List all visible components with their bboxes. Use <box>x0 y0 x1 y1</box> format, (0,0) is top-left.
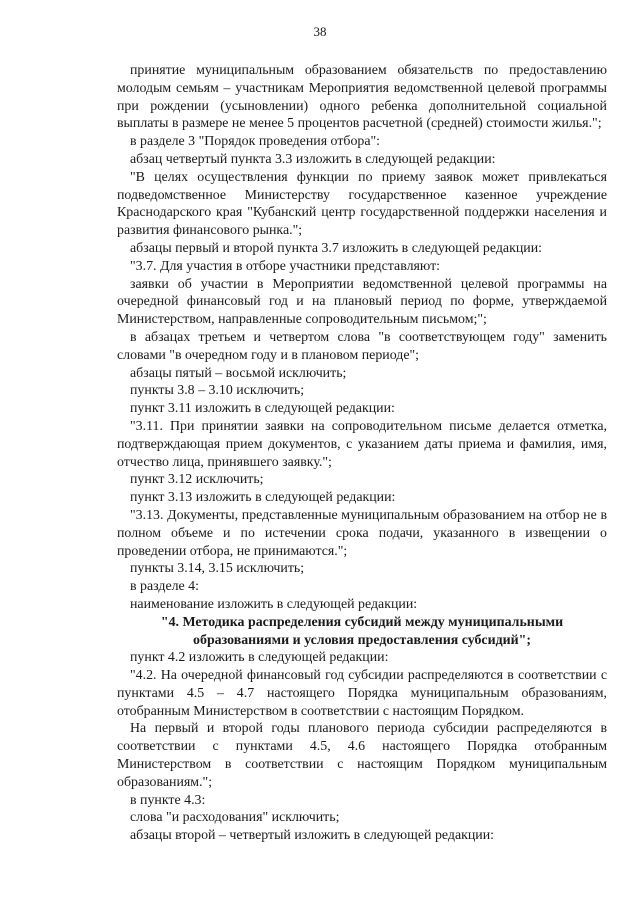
paragraph: "3.7. Для участия в отборе участники представляют: <box>130 258 441 274</box>
paragraph: в разделе 3 "Порядок проведения отбора": <box>130 134 381 150</box>
paragraph: пункты 3.8 – 3.10 исключить; <box>130 383 305 399</box>
section-heading: "4. Методика распределения субсидий между муниципальными образованиями и условия предоставления субсидий"; <box>160 614 564 648</box>
paragraph: в абзацах третьем и четвертом слова "в соответствующем году" заменить словами "в очередном году и в плановом периоде"; <box>117 329 607 363</box>
paragraph: абзацы пятый – восьмой исключить; <box>130 365 347 381</box>
paragraph: "3.11. При принятии заявки на сопроводительном письме делается отметка, подтверждающая прием документов, с указанием даты приема и фамилия, имя, отчество лица, принявшего заявку."; <box>117 418 607 470</box>
paragraph: абзац четвертый пункта 3.3 изложить в следующей редакции: <box>130 151 496 167</box>
paragraph: пункты 3.14, 3.15 исключить; <box>130 561 305 577</box>
paragraph: На первый и второй годы планового периода субсидии распределяются в соответствии с пунктами 4.5, 4.6 настоящего Порядка отобранным Министерством в соответствии с настоящим Порядком муниципальным образованиям."; <box>117 721 607 790</box>
paragraph: абзацы второй – четвертый изложить в следующей редакции: <box>130 828 495 844</box>
paragraph: в пункте 4.3: <box>130 792 206 808</box>
paragraph: "3.13. Документы, представленные муниципальным образованием на отбор не в полном объеме и по истечении срока подачи, указанного в извещении о проведении отбора, не принимаются."; <box>117 507 607 559</box>
paragraph: принятие муниципальным образованием обязательств по предоставлению молодым семьям – участникам Мероприятия ведомственной целевой программы при рождении (усыновлении) одного ребенка дополнительной социальной выплаты в размере не менее 5 процентов расчетной (средней) стоимости жилья."; <box>117 63 607 132</box>
document-body <box>117 62 607 845</box>
page-number: 38 <box>313 24 327 39</box>
paragraph: пункт 3.13 изложить в следующей редакции: <box>130 490 396 506</box>
paragraph: заявки об участии в Мероприятии ведомственной целевой программы на очередной финансовый год и на плановый период по форме, утверждаемой Министерством, направленные сопроводительным письмом;"; <box>117 276 607 328</box>
paragraph: пункт 3.11 изложить в следующей редакции: <box>130 401 395 417</box>
paragraph: пункт 4.2 изложить в следующей редакции: <box>130 650 389 666</box>
paragraph: "4.2. На очередной финансовый год субсидии распределяются в соответствии с пунктами 4.5 – 4.7 настоящего Порядка муниципальным образованиям, отобранным Министерством в соответствии с настоящим Порядком. <box>117 668 607 719</box>
paragraph: наименование изложить в следующей редакции: <box>130 596 418 612</box>
paragraph: пункт 3.12 исключить; <box>130 472 264 488</box>
paragraph: слова "и расходования" исключить; <box>130 810 340 826</box>
paragraph: "В целях осуществления функции по приему заявок может привлекаться подведомственное Министерству государственное казенное учреждение Краснодарского края "Кубанский центр государственной поддержки населения и развития финансового рынка."; <box>117 169 607 239</box>
paragraph: в разделе 4: <box>130 579 199 595</box>
paragraph: абзацы первый и второй пункта 3.7 изложить в следующей редакции: <box>130 240 543 256</box>
